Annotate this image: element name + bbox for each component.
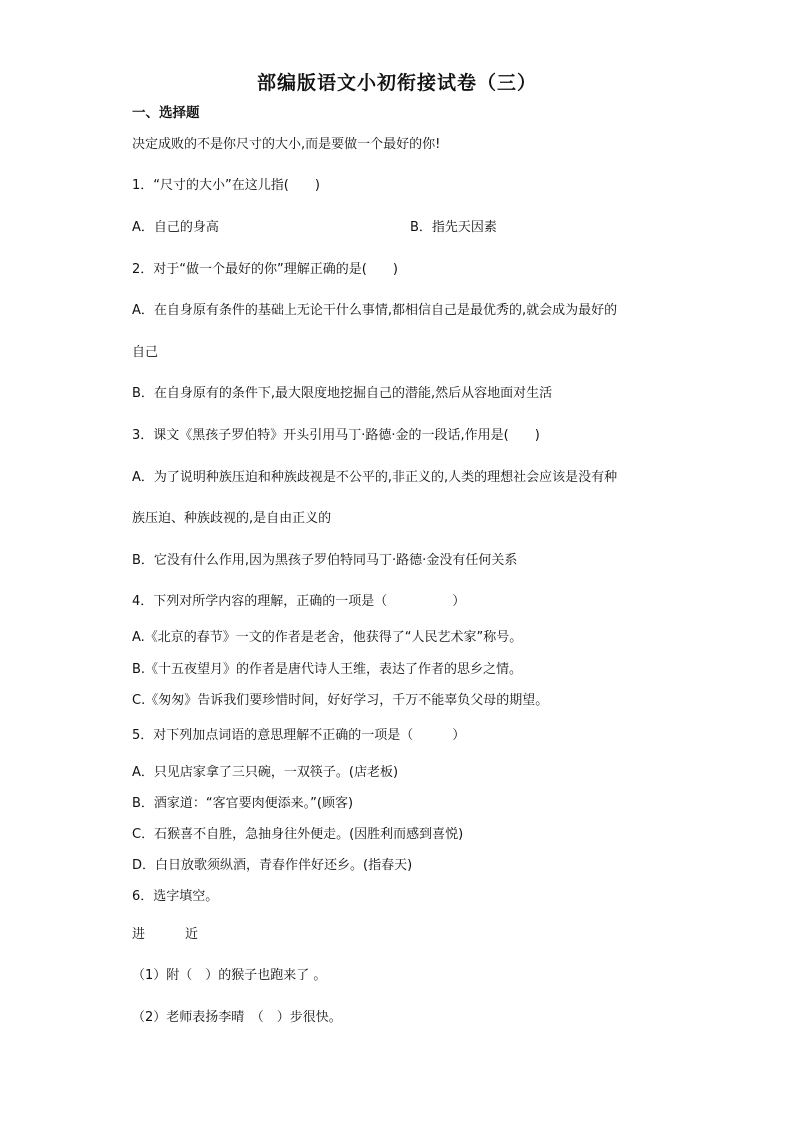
question-1-option-b: B．指先天因素 — [410, 220, 497, 235]
question-3-option-a-cont: 族压迫、种族歧视的,是自由正义的 — [132, 511, 332, 526]
question-6-item-2: （2）老师表扬李晴 （ ）步很快。 — [132, 1010, 342, 1025]
question-2-option-b: B．在自身原有的条件下,最大限度地挖掘自己的潜能,然后从容地面对生活 — [132, 386, 553, 401]
question-3-stem: 3．课文《黑孩子罗伯特》开头引用马丁·路德·金的一段话,作用是( ) — [132, 428, 540, 443]
question-2-option-a-cont: 自己 — [132, 345, 159, 360]
intro-text: 决定成败的不是你尺寸的大小,而是要做一个最好的你! — [132, 137, 441, 152]
question-5-option-c: C．石猴喜不自胜，急抽身往外便走。(因胜利而感到喜悦) — [132, 827, 464, 842]
question-5-option-a: A．只见店家拿了三只碗，一双筷子。(店老板) — [132, 765, 399, 780]
question-5-option-d: D．白日放歌须纵酒，青春作伴好还乡。(指春天) — [132, 858, 413, 873]
question-2-option-a: A．在自身原有条件的基础上无论干什么事情,都相信自己是最优秀的,就会成为最好的 — [132, 303, 618, 318]
section-heading: 一、选择题 — [132, 105, 200, 121]
question-2-stem: 2．对于“做一个最好的你”理解正确的是( ) — [132, 262, 398, 277]
question-4-stem: 4．下列对所学内容的理解，正确的一项是（ ） — [132, 594, 466, 609]
question-6-item-1: （1）附（ ）的猴子也跑来了 。 — [132, 968, 327, 983]
question-6-word-1: 进 — [132, 927, 146, 942]
question-4-option-c: C.《匆匆》告诉我们要珍惜时间，好好学习，千万不能辜负父母的期望。 — [132, 693, 549, 708]
question-4-option-b: B.《十五夜望月》的作者是唐代诗人王维，表达了作者的思乡之情。 — [132, 662, 523, 677]
question-3-option-a: A．为了说明种族压迫和种族歧视是不公平的,非正义的,人类的理想社会应该是没有种 — [132, 470, 618, 485]
question-1-option-a: A．自己的身高 — [132, 220, 219, 235]
question-6-stem: 6．选字填空。 — [132, 889, 219, 904]
question-5-option-b: B．酒家道：“客官要肉便添来。”(顾客) — [132, 796, 354, 811]
question-3-option-b: B．它没有什么作用,因为黑孩子罗伯特同马丁·路德·金没有任何关系 — [132, 553, 518, 568]
question-4-option-a: A.《北京的春节》一文的作者是老舍，他获得了“人民艺术家”称号。 — [132, 630, 523, 645]
question-1-stem: 1．“尺寸的大小”在这儿指( ) — [132, 178, 320, 193]
page-title: 部编版语文小初衔接试卷（三） — [256, 72, 537, 94]
question-6-word-2: 近 — [185, 927, 199, 942]
question-5-stem: 5．对下列加点词语的意思理解不正确的一项是（ ） — [132, 728, 466, 743]
